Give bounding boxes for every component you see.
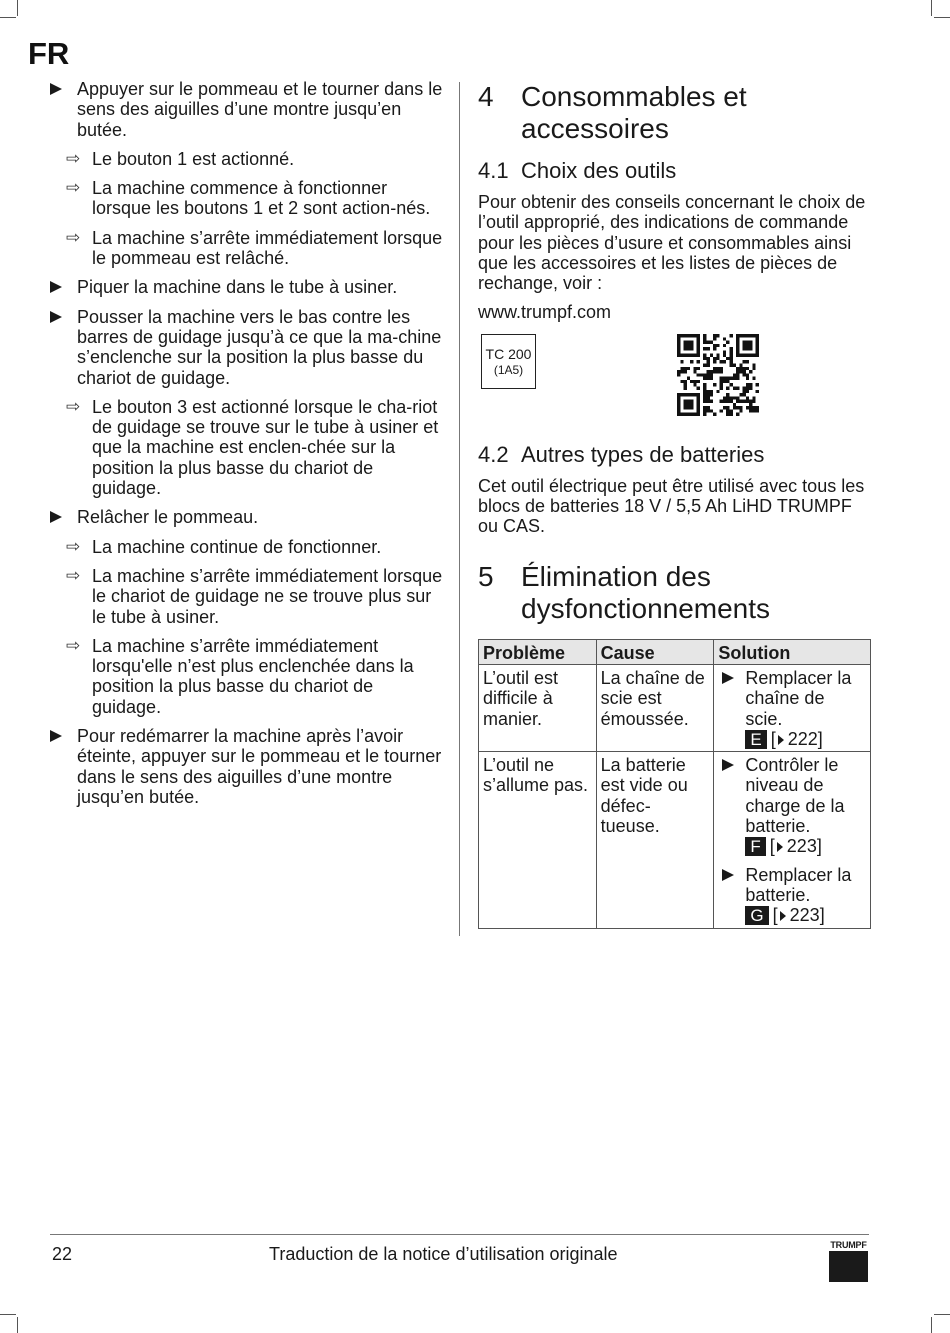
language-code: FR: [28, 36, 70, 71]
column-header-cause: Cause: [596, 639, 714, 664]
tool-choice-text: Pour obtenir des conseils concernant le choix de l’outil approprié, des indications de commande pour les pièces d’usure et consommables ainsi que les accessoires et les listes de pièces de rechange, voir :: [478, 192, 866, 294]
section-number: 5: [478, 560, 494, 592]
crop-mark: [0, 1314, 16, 1315]
crop-mark: [931, 0, 932, 16]
instruction-step: [50, 79, 445, 140]
figure-badge: F: [745, 837, 765, 856]
instruction-text: Relâcher le pommeau.: [77, 507, 259, 528]
instruction-text: La machine s’arrête immédiatement lorsque le pommeau est relâché.: [92, 227, 443, 269]
subsection-number: 4.1: [478, 158, 509, 183]
solution-step: [718, 668, 866, 749]
step-triangle-icon: [722, 672, 734, 684]
column-header-problem: Problème: [479, 639, 597, 664]
crop-mark: [0, 17, 16, 18]
solution-text: Contrôler le niveau de charge de la batterie.: [745, 755, 845, 837]
page-reference[interactable]: [ 222]: [770, 728, 823, 749]
right-column: [478, 79, 871, 929]
instruction-step: [50, 307, 445, 388]
instruction-text: Pour redémarrer la machine après l’avoir éteinte, appuyer sur le pommeau et le tourner dans le sens des aiguilles d’une montre jusqu’en butée.: [77, 726, 442, 807]
table-row: [479, 752, 871, 928]
subsection-title: Choix des outils: [521, 158, 677, 183]
reference-page: 223: [786, 836, 817, 857]
page-number: 22: [52, 1244, 73, 1264]
crop-mark: [934, 1314, 950, 1315]
result-arrow-icon: ⇨: [66, 178, 81, 198]
instruction-result: [50, 228, 445, 269]
model-code: (1A5): [493, 362, 524, 377]
step-triangle-icon: [50, 511, 62, 523]
subsection-title: Autres types de batteries: [521, 441, 765, 467]
instruction-text: Piquer la machine dans le tube à usiner.: [77, 277, 398, 298]
cause-cell: La chaîne de scie est émoussée.: [596, 664, 714, 751]
result-arrow-icon: ⇨: [66, 148, 81, 168]
instruction-result: [50, 397, 445, 498]
instruction-step: [50, 507, 445, 527]
figure-badge: E: [745, 730, 766, 749]
instruction-text: Le bouton 1 est actionné.: [92, 148, 295, 169]
battery-types-text: Cet outil électrique peut être utilisé avec tous les blocs de batteries 18 V / 5,5 Ah LiHD TRUMPF ou CAS.: [478, 475, 865, 537]
qr-code-icon[interactable]: [677, 334, 759, 416]
subsection-number: 4.2: [478, 441, 509, 467]
result-arrow-icon: ⇨: [66, 635, 81, 655]
instruction-result: [50, 149, 445, 169]
section-4-heading: [478, 81, 871, 145]
website-link[interactable]: www.trumpf.com: [478, 302, 612, 323]
instruction-text: La machine commence à fonctionner lorsque les boutons 1 et 2 sont action-nés.: [92, 178, 431, 219]
table-header-row: [479, 639, 871, 664]
instruction-result: [50, 566, 445, 627]
instruction-result: [50, 636, 445, 717]
instruction-result: [50, 178, 445, 219]
model-box: [481, 334, 536, 389]
section-title: Consommables et accessoires: [521, 81, 747, 144]
instruction-result: [50, 537, 445, 557]
result-arrow-icon: ⇨: [66, 565, 81, 585]
crop-mark: [17, 1317, 18, 1333]
reference-triangle-icon: [780, 911, 786, 921]
crop-mark: [17, 0, 18, 16]
figure-badge: G: [745, 906, 768, 925]
instruction-text: Appuyer sur le pommeau et le tourner dans le sens des aiguilles d’une montre jusqu’en butée.: [77, 79, 443, 140]
page-reference[interactable]: [ 223]: [772, 905, 825, 926]
crop-mark: [931, 1317, 932, 1333]
solution-text: Remplacer la chaîne de scie.: [745, 667, 852, 729]
subsection-4-1-heading: [478, 158, 871, 184]
brand-block: [829, 1251, 868, 1282]
troubleshooting-table: [478, 639, 871, 929]
brand-name: TRUMPF: [830, 1240, 867, 1250]
instruction-text: Pousser la machine vers le bas contre les barres de guidage jusqu’à ce que la ma-chine s’enclenche sur la position la plus basse du chariot de guidage.: [77, 306, 442, 388]
instruction-text: La machine s’arrête immédiatement lorsqu'elle n’est plus enclenchée dans la position la plus basse du chariot de guidage.: [92, 635, 414, 717]
instruction-step: [50, 277, 445, 297]
step-triangle-icon: [50, 83, 62, 95]
result-arrow-icon: ⇨: [66, 227, 81, 247]
crop-mark: [934, 17, 950, 18]
reference-page: 223: [789, 905, 820, 926]
reference-page: 222: [787, 728, 818, 749]
problem-cell: L’outil ne s’allume pas.: [479, 752, 597, 928]
instruction-text: La machine s’arrête immédiatement lorsque le chariot de guidage ne se trouve plus sur le tube à usiner.: [92, 565, 443, 627]
solution-step: [718, 865, 866, 926]
section-5-heading: [478, 561, 871, 625]
section-number: 4: [478, 81, 494, 112]
table-row: [479, 664, 871, 751]
solution-step: [718, 755, 866, 856]
reference-triangle-icon: [778, 735, 784, 745]
page-reference[interactable]: [ 223]: [769, 836, 822, 857]
column-header-solution: Solution: [714, 639, 871, 664]
trumpf-logo: [829, 1240, 868, 1282]
subsection-4-2-heading: [478, 442, 871, 468]
section-title: Élimination des dysfonctionnements: [521, 560, 771, 624]
footer-rule: [50, 1234, 869, 1235]
step-triangle-icon: [722, 869, 734, 881]
left-column: [50, 79, 445, 816]
instruction-text: La machine continue de fonctionner.: [92, 536, 382, 557]
model-name: TC 200: [485, 345, 532, 362]
solution-text: Remplacer la batterie.: [745, 864, 852, 905]
result-arrow-icon: ⇨: [66, 396, 81, 416]
model-qr-row: [478, 332, 871, 420]
cause-cell: La batterie est vide ou défec-tueuse.: [596, 752, 714, 928]
solution-cell: [714, 752, 871, 928]
column-divider: [459, 82, 460, 936]
reference-triangle-icon: [777, 842, 783, 852]
step-triangle-icon: [50, 311, 62, 323]
footer-title: Traduction de la notice d’utilisation originale: [269, 1244, 618, 1264]
instruction-step: [50, 726, 445, 807]
solution-cell: [714, 664, 871, 751]
step-triangle-icon: [50, 730, 62, 742]
result-arrow-icon: ⇨: [66, 536, 81, 556]
step-triangle-icon: [50, 281, 62, 293]
step-triangle-icon: [722, 759, 734, 771]
instruction-text: Le bouton 3 est actionné lorsque le cha-riot de guidage se trouve sur le tube à usiner et que la machine est enclen-chée sur la position la plus basse du chariot de guidage.: [92, 396, 439, 499]
problem-cell: L’outil est difficile à manier.: [479, 664, 597, 751]
